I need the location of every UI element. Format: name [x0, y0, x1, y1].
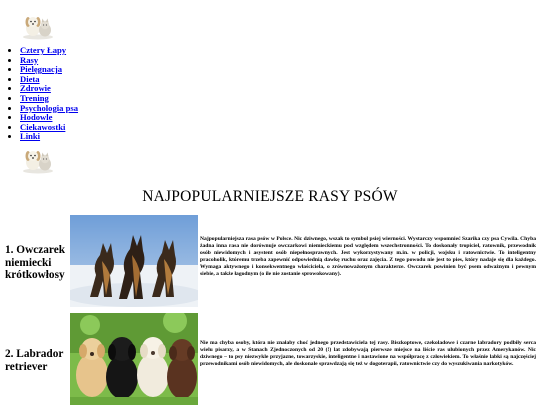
page-title: NAJPOPULARNIEJSZE RASY PSÓW [142, 188, 398, 205]
nav-link-zdrowie[interactable]: Zdrowie [20, 83, 51, 94]
nav-link-psychologia-psa[interactable]: Psychologia psa [20, 102, 79, 113]
nav-link-dieta[interactable]: Dieta [20, 73, 40, 84]
breed-description-labrador-text: Nie ma chyba osoby, która nie znałaby choć jednego przedstawiciela tej rasy. Biszkoptowe, czekoladowe i czarne labradory podbiły serca wielu pisarzy, a w Stanach Zjednoczonych od 20 (!) lat zdobywają pierwsze miejsce na liście ras ulubionych przez Amerykanów. Nic dziwnego – to psy niezwykle przyjazne, towarzyskie, inteligentne i nastawione na współpracę z człowiekiem. To właśnie labki są najczęściej przewodnikami osób niewidomych, ale doskonale sprawdzają się też w dogoterapii, ratownictwie czy do wyszukiwania narkotyków. [200, 340, 536, 368]
nav-link-cztery-lapy[interactable]: Cztery Łapy [20, 45, 67, 55]
nav-link-trening[interactable]: Trening [20, 92, 49, 103]
labrador-puppies-photo [70, 313, 198, 405]
breed-name-german-shepherd: 1. Owczarek niemiecki krótkowłosy [5, 244, 66, 282]
nav-link-rasy[interactable]: Rasy [20, 54, 39, 65]
nav-link-ciekawostki[interactable]: Ciekawostki [20, 121, 66, 132]
nav-link-pielegnacja[interactable]: Pielęgnacja [20, 64, 62, 75]
nav-link-linki[interactable]: Linki [20, 131, 41, 142]
breed-name-labrador: 2. Labrador retriever [5, 348, 64, 373]
german-shepherd-photo [70, 215, 198, 307]
logo-puppy-kitten-icon [20, 10, 56, 40]
breed-description-german-shepherd: Najpopularniejsza rasa psów w Polsce. Nic dziwnego, wszak to symbol psiej wierności. Wystarczy wspomnieć Szarika czy psa Cywila. Chyba żadna inna rasa nie dorównuje owczarkowi niemieckiemu pod względem wszechstronności. To doskonały tropiciel, ratownik, przewodnik osób niewidomych i asystent osób niepełnosprawnych. Jest wykorzystywany m.in. w policji, wojsku i ratownictwie. To inteligentny pracoholik, któremu trzeba zapewnić odpowiednią dawkę ruchu oraz zajęcia. Z tego powodu nie jest to pies, który nadaje się dla każdego. Wymaga aktywnego i konsekwentnego właściciela, o zrównoważonym charakterze. Owczarek powinien być psem odważnym i pewnym siebie, a także łagodnym (o ile nie zostanie sprowokowany). [200, 236, 536, 278]
nav-link-hodowle[interactable]: Hodowle [20, 112, 53, 123]
main-nav [8, 46, 78, 142]
nav-item-linki [20, 132, 78, 142]
logo-puppy-kitten-icon [20, 144, 56, 174]
breed-description-labrador [200, 340, 536, 368]
